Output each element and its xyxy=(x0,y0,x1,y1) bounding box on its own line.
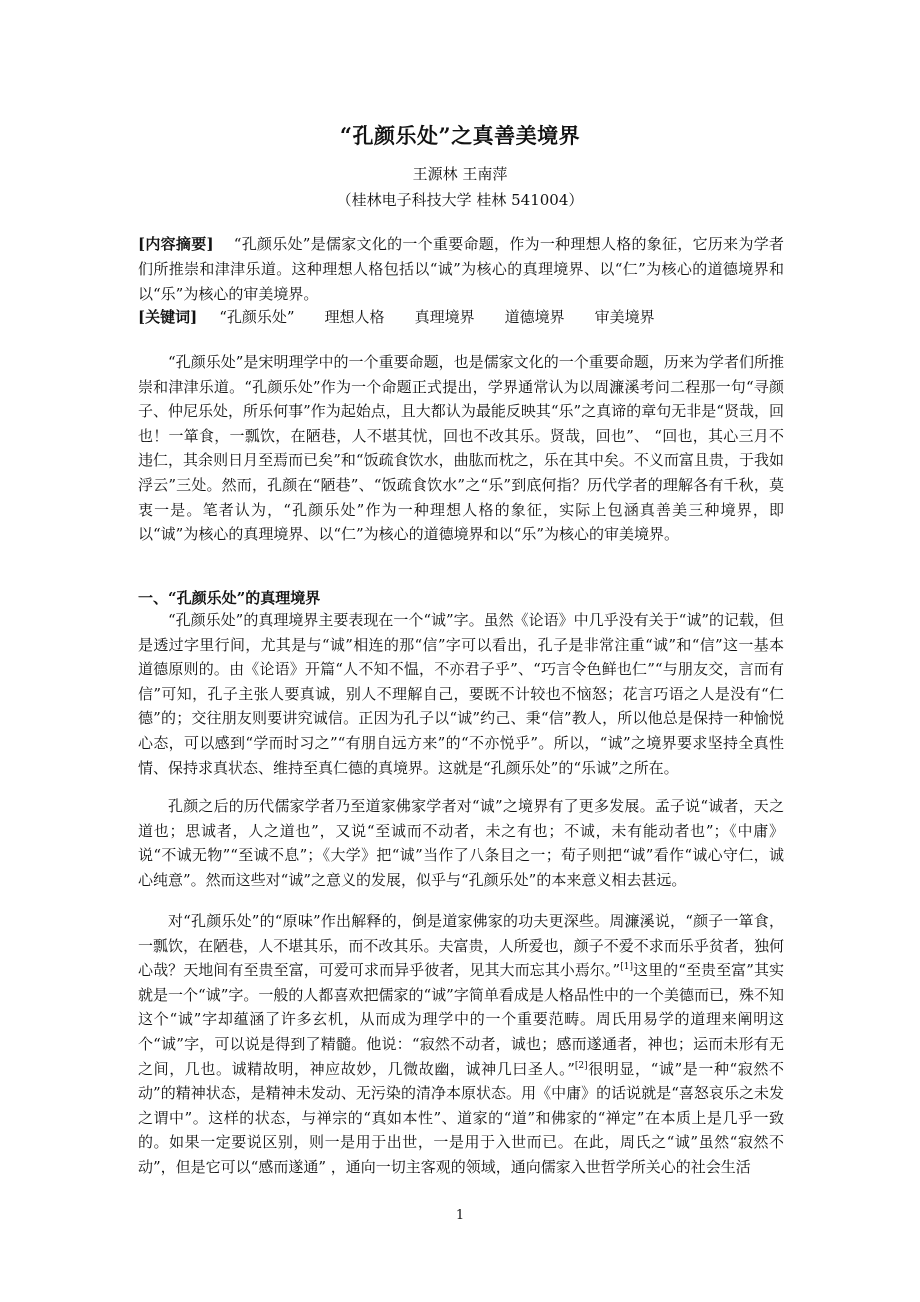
paragraph-text: 对“孔颜乐处”的“原味”作出解释的，倒是道家佛家的功夫更深些。周濂溪说，“颜子一箪食，一瓢饮，在陋巷，人不堪其乐，而不改其乐。夫富贵，人所爱也，颜子不爱不求而乐乎贫者，独何心哉？天地间有至贵至富，可爱可求而异乎彼者，见其大而忘其小焉尔。” xyxy=(138,912,784,980)
keyword: 审美境界 xyxy=(594,308,655,326)
intro-paragraph: “孔颜乐处”是宋明理学中的一个重要命题，也是儒家文化的一个重要命题，历来为学者们所推崇和津津乐道。“孔颜乐处”作为一个命题正式提出，学界通常认为以周濂溪考问二程那一句“寻颜子、仲尼乐处，所乐何事”作为起始点，且大都认为最能反映其“乐”之真谛的章句无非是“贤哉，回也！一箪食，一瓢饮，在陋巷，人不堪其忧，回也不改其乐。贤哉，回也”、 “回也，其心三月不违仁，其余则日月至焉而已矣”和“饭疏食饮水，曲肱而枕之，乐在其中矣。不义而富且贵，于我如浮云”三处。然而，孔颜在“陋巷”、“饭疏食饮水”之“乐”到底何指？历代学者的理解各有千秋，莫衷一是。笔者认为，“孔颜乐处”作为一种理想人格的象征，实际上包涵真善美三种境界，即以“诚”为核心的真理境界、以“仁”为核心的道德境界和以“乐”为核心的审美境界。 xyxy=(138,353,784,544)
authors: 王源林 王南萍 xyxy=(412,165,508,183)
affiliation: （桂林电子科技大学 桂林 541004） xyxy=(336,191,584,209)
keywords-label: [关键词] xyxy=(138,308,198,326)
abstract xyxy=(138,232,784,307)
paragraph-text: 这里的“至贵至富”其实就是一个“诚”字。一般的人都喜欢把儒家的“诚”字简单看成是人格品性中的一个美德而已，殊不知这个“诚”字却蕴涵了许多玄机，从而成为理学中的一个重要范畴。周氏用易学的道理来阐明这个“诚”字，可以说是得到了精髓。他说：“寂然不动者，诚也；感而遂通者，神也；运而未形有无之间，几也。诚精故明，神应故妙，几微故幽，诚神几曰圣人。” xyxy=(138,961,785,1078)
keyword: 理想人格 xyxy=(324,308,385,326)
abstract-text: “孔颜乐处”是儒家文化的一个重要命题，作为一种理想人格的象征，它历来为学者们所推崇和津津乐道。这种理想人格包括以“诚”为核心的真理境界、以“仁”为核心的道德境界和以“乐”为核心的审美境界。 xyxy=(138,235,785,303)
keyword: 真理境界 xyxy=(414,308,475,326)
body-paragraph: “孔颜乐处”的真理境界主要表现在一个“诚”字。虽然《论语》中几乎没有关于“诚”的记载，但是透过字里行间，尤其是与“诚”相连的那“信”字可以看出，孔子是非常注重“诚”和“信”这一基本道德原则的。由《论语》开篇“人不知不愠，不亦君子乎”、“巧言令色鲜也仁”“与朋友交，言而有信”可知，孔子主张人要真诚，别人不理解自己，要既不计较也不恼怒；花言巧语之人是没有“仁德”的；交往朋友则要讲究诚信。正因为孔子以“诚”约己、秉“信”教人，所以他总是保持一种愉悦心态，可以感到“学而时习之”“有朋自远方来”的“不亦悦乎”。所以，“诚”之境界要求坚持全真性情、保持求真状态、维持至真仁德的真境界。这就是“孔颜乐处”的“乐诚”之所在。 xyxy=(138,611,785,777)
page-number: 1 xyxy=(455,1208,465,1223)
keywords xyxy=(138,305,784,330)
paper-title: “孔颜乐处”之真善美境界 xyxy=(339,123,581,148)
section-heading: 一、“孔颜乐处”的真理境界 xyxy=(138,589,321,607)
body-paragraph: 孔颜之后的历代儒家学者乃至道家佛家学者对“诚”之境界有了更多发展。孟子说“诚者，天之道也；思诚者，人之道也”，又说“至诚而不动者，未之有也；不诚，未有能动者也”；《中庸》说“不诚无物”“至诚不息”；《大学》把“诚”当作了八条目之一；荀子则把“诚”看作“诚心守仁，诚心纯意”。然而这些对“诚”之意义的发展，似乎与“孔颜乐处”的本来意义相去甚远。 xyxy=(138,797,784,889)
paragraph-text: 很明显，“诚”是一种“寂然不动”的精神状态，是精神未发动、无污染的清净本原状态。用《中庸》的话说就是“喜怒哀乐之未发之谓中”。这样的状态，与禅宗的“真如本性”、道家的“道”和佛家的“禅定”在本质上是几乎一致的。如果一定要说区别，则一是用于出世，一是用于入世而已。在此，周氏之“诚”虽然“寂然不动”，但是它可以“感而遂通” ，通向一切主客观的领域，通向儒家入世哲学所关心的社会生活 xyxy=(138,1059,785,1176)
keyword: 道德境界 xyxy=(504,308,565,326)
abstract-label: [内容摘要] xyxy=(138,235,214,253)
citation-ref[interactable]: [1] xyxy=(620,962,633,973)
citation-ref[interactable]: [2] xyxy=(574,1060,588,1071)
keyword: “孔颜乐处” xyxy=(219,308,295,326)
body-paragraph xyxy=(138,909,784,1180)
